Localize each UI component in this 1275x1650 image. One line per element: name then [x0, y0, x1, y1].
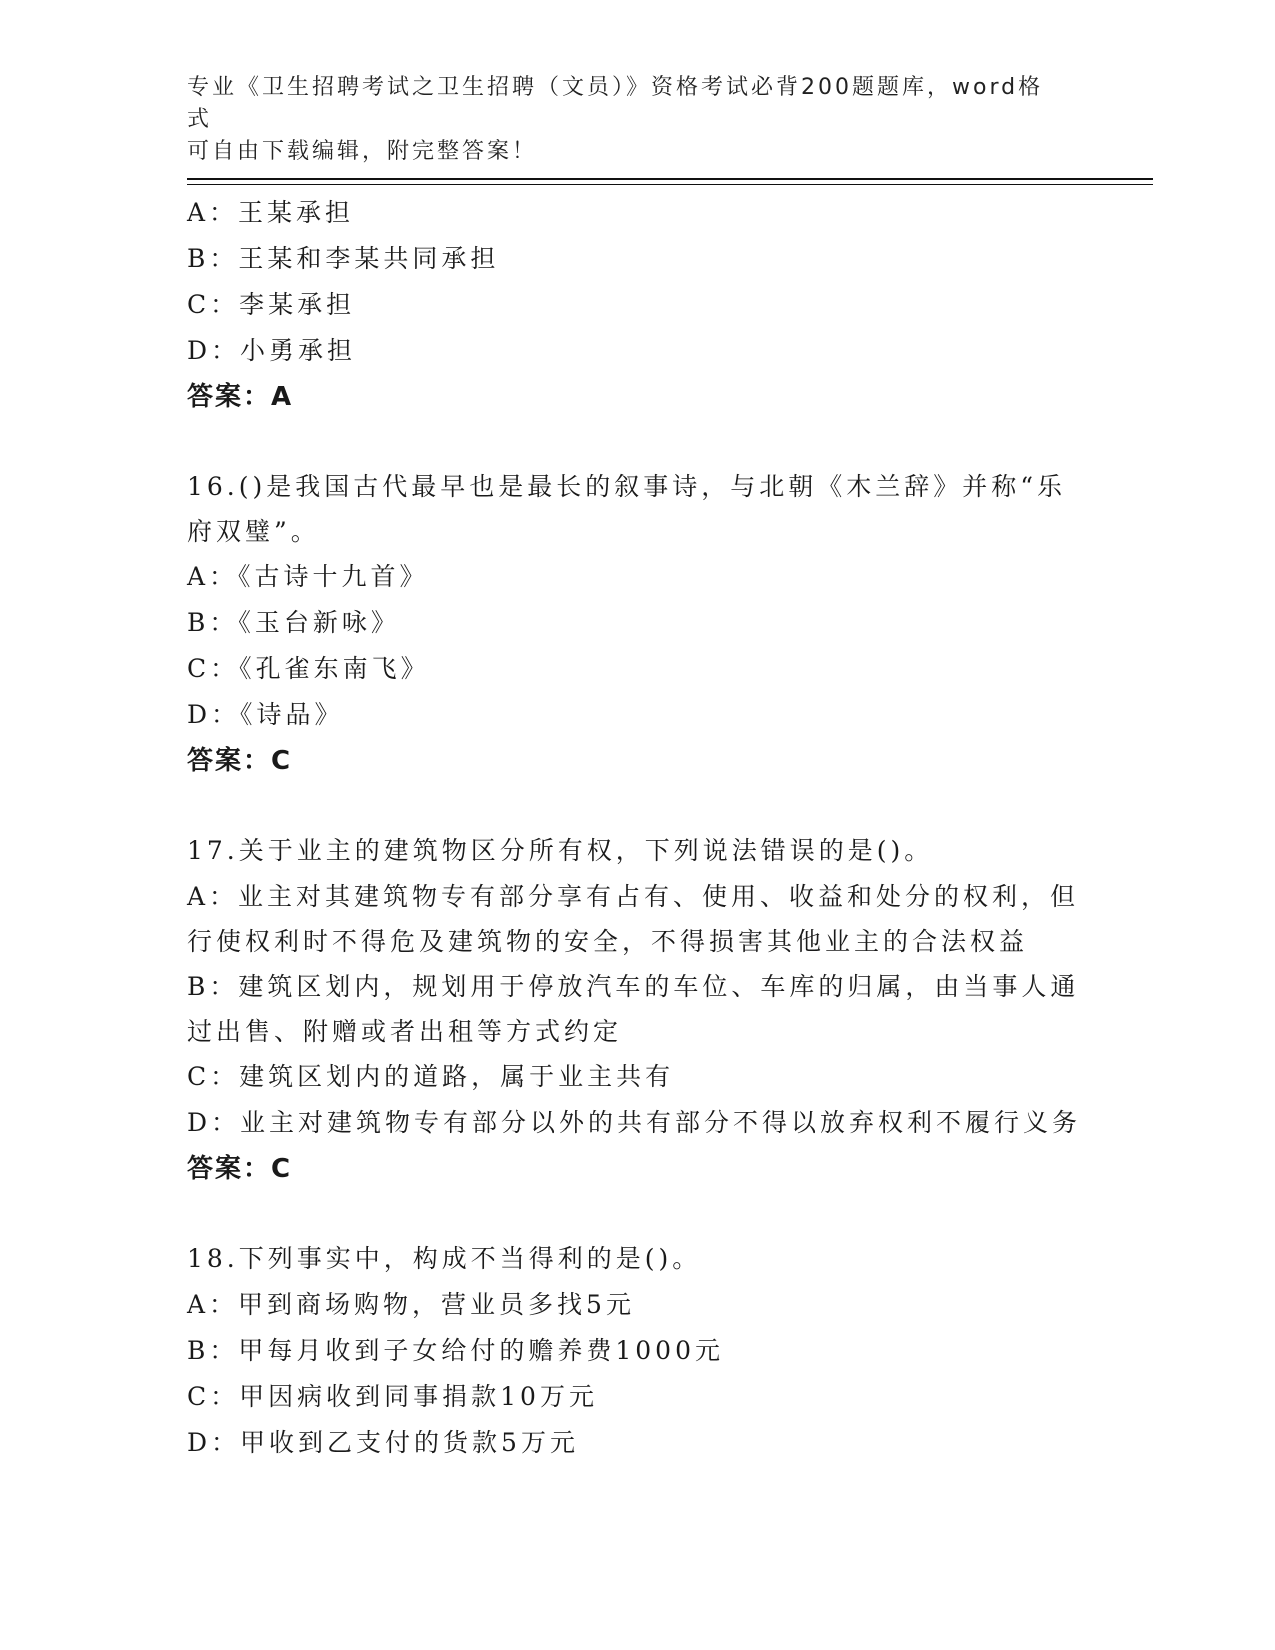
question-16 [187, 464, 1087, 784]
answer-line: 答案：A [187, 382, 294, 412]
question-text: 18.下列事实中，构成不当得利的是()。 [187, 1244, 702, 1273]
answer-line: 答案：C [187, 1154, 293, 1184]
question-text: 16.()是我国古代最早也是最长的叙事诗，与北朝《木兰辞》并称“乐府双璧”。 [187, 472, 1067, 546]
option-c: C：李某承担 [187, 290, 356, 319]
option-d: D：《诗品》 [187, 700, 344, 729]
option-a: A：业主对其建筑物专有部分享有占有、使用、收益和处分的权利，但行使权利时不得危及建筑物的安全，不得损害其他业主的合法权益 [187, 882, 1080, 956]
option-d: D：业主对建筑物专有部分以外的共有部分不得以放弃权利不履行义务 [187, 1108, 1082, 1137]
option-b: B：《玉台新咏》 [187, 608, 400, 637]
option-c: C：建筑区划内的道路，属于业主共有 [187, 1062, 675, 1091]
option-a: A：《古诗十九首》 [187, 562, 429, 591]
option-d: D：小勇承担 [187, 336, 357, 365]
option-b: B：建筑区划内，规划用于停放汽车的车位、车库的归属，由当事人通过出售、附赠或者出租等方式约定 [187, 972, 1080, 1046]
question-15 [187, 190, 1087, 420]
option-a: A：甲到商场购物，营业员多找5元 [187, 1290, 635, 1319]
option-b: B：甲每月收到子女给付的赡养费1000元 [187, 1336, 724, 1365]
option-a: A：王某承担 [187, 198, 355, 227]
document-body [187, 190, 1087, 1466]
header-title-line-2: 可自由下载编辑，附完整答案！ [187, 139, 538, 164]
option-b: B：王某和李某共同承担 [187, 244, 500, 273]
option-c: C：《孔雀东南飞》 [187, 654, 430, 683]
document-header [187, 72, 1067, 168]
question-17 [187, 828, 1087, 1192]
option-d: D：甲收到乙支付的货款5万元 [187, 1428, 579, 1457]
answer-line: 答案：C [187, 746, 293, 776]
header-title-line-1: 专业《卫生招聘考试之卫生招聘（文员）》资格考试必背200题题库，word格式 [187, 75, 1044, 132]
header-divider-thick [187, 178, 1153, 180]
question-18 [187, 1236, 1087, 1466]
question-text: 17.关于业主的建筑物区分所有权，下列说法错误的是()。 [187, 836, 934, 865]
header-divider-thin [187, 184, 1153, 185]
option-c: C：甲因病收到同事捐款10万元 [187, 1382, 598, 1411]
